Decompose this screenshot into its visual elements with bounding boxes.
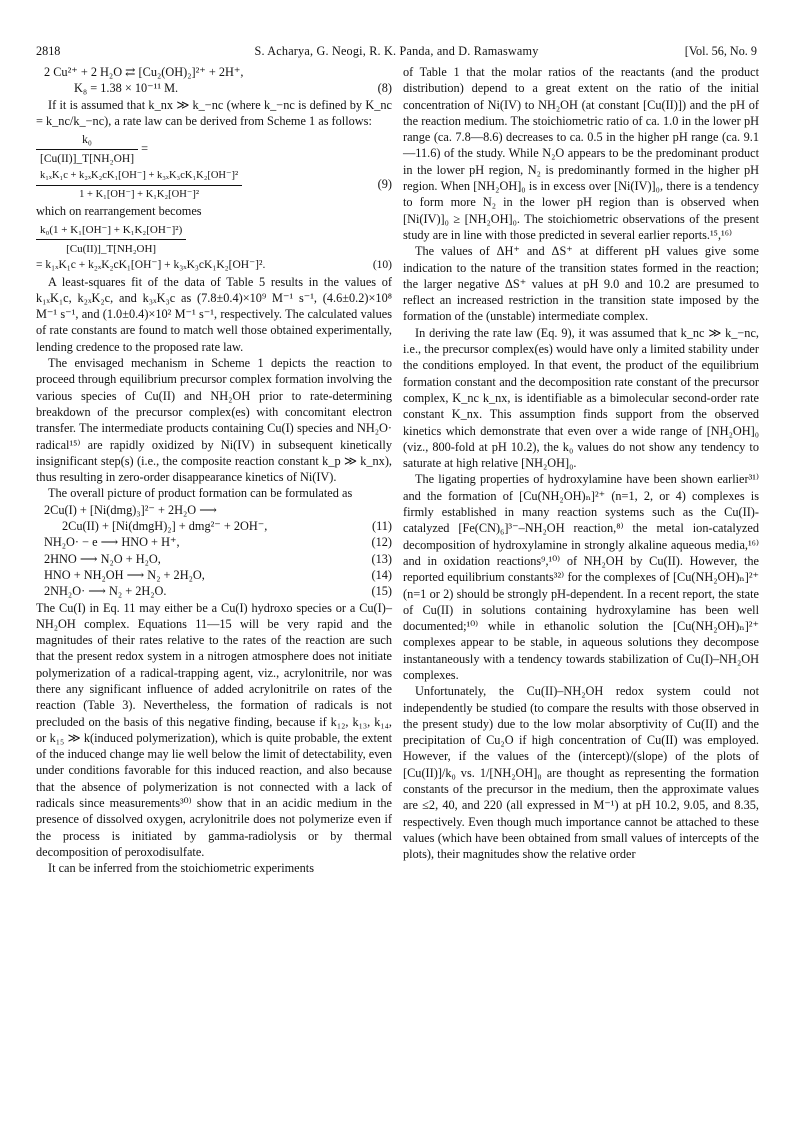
equation-number-8: (8) <box>377 81 392 96</box>
equation-12: NH₂O· − e ⟶ HNO + H⁺, (12) <box>44 535 392 550</box>
eq9-lhs-numerator: k₀ <box>36 132 138 150</box>
eq9-rhs-denominator: 1 + K₁[OH⁻] + K₁K₂[OH⁻]² <box>79 189 200 201</box>
left-column <box>36 64 392 877</box>
equation-number-12: (12) <box>371 535 392 550</box>
equation-9 <box>36 132 392 168</box>
equation-8-line1: 2 Cu²⁺ + 2 H₂O ⇄ [Cu₂(OH)₂]²⁺ + 2H⁺, <box>44 65 244 79</box>
eq9-rhs-fraction <box>36 168 242 204</box>
eq10-denominator: [Cu(II)]_T[NH₂OH] <box>66 242 157 255</box>
paragraph-rate-law-assumption: In deriving the rate law (Eq. 9), it was assumed that k_nc ≫ k_−nc, i.e., the precursor complex(es) would have only a limited stability under the conditions employed. In that event, the product of the equilibrium formation constant and the decomposition rate constant of the precursor complex, K_nc k_nx, is identifiable as a bimolecular second-order rate constant K_nx. This assumption finds support from the observed kinetics which demonstrate that even over a wide range of [NH₂OH]₀ (viz., 800-fold at pH 10.2), the k₀ values do not show any tendency to saturate at high relative [NH₂OH]₀. <box>403 325 759 471</box>
paragraph-ligating-properties: The ligating properties of hydroxylamine have been shown earlier³¹⁾ and the formation of [Cu(NH₂OH)ₙ]²⁺ (n=1, 2, or 4) complexes is firmly established in many reaction systems such as the Cu(II)-catalyzed [Fe(CN)₆]³⁻–NH₂OH reaction,⁸⁾ the metal ion-catalyzed decomposition of hydroxylamine in strongly alkaline aqueous media,¹⁶⁾ and in oxidation reactions⁹,¹⁰⁾ of NH₂OH by Cu(II). However, the reported equilibrium constants³²⁾ for the complexes of [Cu(NH₂OH)ₙ]²⁺ (n=1 or 2) should be strongly pH-dependent. In a recent report, the state of Cu(II) in solutions containing hydroxylamine has been well documented;¹⁰⁾ while in ethanolic solution the [Cu(NH₂OH)ₙ]²⁺ complexes appear to be stable, in aqueous solutions they decompose instantaneously with a tendency towards stabilization of Cu(I)–NH₂OH complexes. <box>403 472 759 682</box>
paragraph-stoichiometry-cont: of Table 1 that the molar ratios of the reactants (and the product distribution) depend to a great extent on the ratio of the initial concentration of Ni(IV) to NH₂OH (at constant [Cu(II)]) and the pH of the reaction medium. The stoichiometric ratio of ca. 1.0 in the lower pH range (ca. 7.8—8.6) decreases to ca. 0.5 in the higher pH range (ca. 9.1—11.6) of the study. While N₂O appears to be the predominant product in the lower pH region, N₂ is predominantly formed in the higher pH region. When [NH₂OH]₀ is in excess over [Ni(IV)]₀, there is a tendency to form more N₂ in the lower pH region than is observed when [Ni(IV)]₀ ≥ [NH₂OH]₀. The stoichiometric observations of the present study are in line with those predicted in several earlier reports.¹⁵,¹⁶⁾ <box>403 65 759 242</box>
equation-11-line1: 2Cu(I) + [Ni(dmg)₃]²⁻ + 2H₂O ⟶ <box>44 502 217 517</box>
volume-info: [Vol. 56, No. 9 <box>684 44 757 58</box>
equation-11-line2: 2Cu(II) + [Ni(dmgH)₂] + dmg²⁻ + 2OH⁻, (11) <box>62 519 392 534</box>
eq10-numerator: k₀(1 + K₁[OH⁻] + K₁K₂[OH⁻]²) <box>36 222 186 240</box>
equation-8-line2: K₈ = 1.38 × 10⁻¹¹ M. (8) <box>74 81 392 96</box>
eq9-lhs-fraction <box>36 132 138 168</box>
eq9-lhs-denominator: [Cu(II)]_T[NH₂OH] <box>40 153 135 166</box>
paragraph-least-squares: A least-squares fit of the data of Table 5 results in the values of k₁ₓK₁c, k₂ₓK₂c, and k₃ₓK₃c as (7.8±0.4)×10⁹ M⁻¹ s⁻¹, (4.6±0.2)×10⁸ M⁻¹ s⁻¹, and (1.0±0.4)×10² M⁻¹ s⁻¹, respectively. The calculated values of rate constants are found to match well those obtained experimentally, lending credence to the proposed rate law. <box>36 274 392 354</box>
equation-number-13: (13) <box>371 551 392 566</box>
paragraph-rate-law-intro: If it is assumed that k_nx ≫ k_−nc (where k_−nc is defined by K_nc = k_nc/k_−nc), a rate law can be derived from Scheme 1 as follows: <box>36 97 392 128</box>
eq9-rhs-numerator: k₁ₓK₁c + k₂ₓK₂cK₁[OH⁻] + k₃ₓK₃cK₁K₂[OH⁻]² <box>36 168 242 186</box>
paragraph-product-formation: The overall picture of product formation can be formulated as <box>48 486 353 501</box>
equation-10-rhs: = k₁ₓK₁c + k₂ₓK₂cK₁[OH⁻] + k₃ₓK₃cK₁K₂[OH⁻]². (10) <box>36 257 392 273</box>
paragraph-activation-parameters: The values of ΔH⁺ and ΔS⁺ at different pH values give some indication to the nature of the transition states formed in the reaction; the larger negative ΔS⁺ values at pH 9.0 and 10.2 are presumed to reflect an increased restriction in the transition state imposed by the formation of the (unstable) intermediate complex. <box>403 244 759 324</box>
equation-10 <box>36 222 392 258</box>
paragraph-mechanism: The envisaged mechanism in Scheme 1 depicts the reaction to proceed through equilibrium precursor complex formation involving the various species of Cu(II) and NH₂OH prior to rate-determining breakdown of the precursor complex(es) with concomitant electron transfer. The intermediate products containing Cu(I) species and NH₂O· radical¹⁵⁾ are rapidly oxidized by Ni(IV) in subsequent kinetically insignificant step(s) (i.e., the composite reaction constant k_p ≫ k_nx), thus resulting in zero-order disappearance kinetics of Ni(IV). <box>36 356 392 485</box>
eq10-fraction <box>36 222 186 258</box>
equation-13: 2HNO ⟶ N₂O + H₂O, (13) <box>44 551 392 566</box>
equation-number-9: (9) <box>377 177 392 192</box>
running-authors: S. Acharya, G. Neogi, R. K. Panda, and D. Ramaswamy <box>254 44 539 58</box>
equation-14: HNO + NH₂OH ⟶ N₂ + 2H₂O, (14) <box>44 567 392 582</box>
running-header <box>36 44 757 62</box>
eq9-equals: = <box>141 141 149 156</box>
equation-number-15: (15) <box>371 584 392 599</box>
paragraph-stoichiometry-start: It can be inferred from the stoichiometric experiments <box>48 861 314 876</box>
equation-number-10: (10) <box>372 259 392 272</box>
equation-15: 2NH₂O· ⟶ N₂ + 2H₂O. (15) <box>44 584 392 599</box>
equation-number-14: (14) <box>371 567 392 582</box>
page-number: 2818 <box>36 44 61 58</box>
right-column <box>403 64 759 863</box>
rearrangement-text: which on rearrangement becomes <box>36 204 202 219</box>
paragraph-redox-system: Unfortunately, the Cu(II)–NH₂OH redox system could not independently be studied (to compare the results with those observed in the present study) due to the low molar absorptivity of Cu(II) and the precipitation of Cu₂O if high concentration of Cu(II) was employed. However, if the values of the (intercept)/(slope) of the plots of [Cu(II)]/k₀ vs. 1/[NH₂OH]₀ are thought as representing the formation constants of the precursor in the medium, then the approximate values are ≤2, 40, and 220 (all expressed in M⁻¹) at pH 10.2, 9.05, and 8.35, respectively. Even though much importance cannot be attached to these values (which have been obtained from small values of intercepts of the plots), their magnitudes show the relative order <box>403 684 759 862</box>
equation-number-11: (11) <box>371 519 392 534</box>
paragraph-radicals: The Cu(I) in Eq. 11 may either be a Cu(I) hydroxo species or a Cu(I)–NH₂OH complex. Equations 11—15 will be very rapid and the magnitudes of their rates relative to the rates of the reaction are such that the present redox system in a nitrogen atmosphere does not initiate polymerization of a radical-trapping agent, viz., acrylonitrile, nor was there any significant influence of added acrylonitrile on rates of the reaction (Table 3). Nevertheless, the formation of radicals is not precluded on the basis of this negative finding, because if k₁₂, k₁₃, k₁₄, or k₁₅ ≫ k(induced polymerization), which is quite probable, the extent of the induced change may lie well below the limit of detectability, even under conditions favorable for this induced reaction, and also because that the absence of polymerization is not connected with a lack of radicals since measurements³⁰⁾ show that in an acidic medium in the presence of dissolved oxygen, acrylonitrile does not polymerize even if the process is initiated by gamma-radiolysis or by thermal decomposition of peroxodisulfate. <box>36 600 392 859</box>
equation-9-rhs <box>36 168 392 204</box>
